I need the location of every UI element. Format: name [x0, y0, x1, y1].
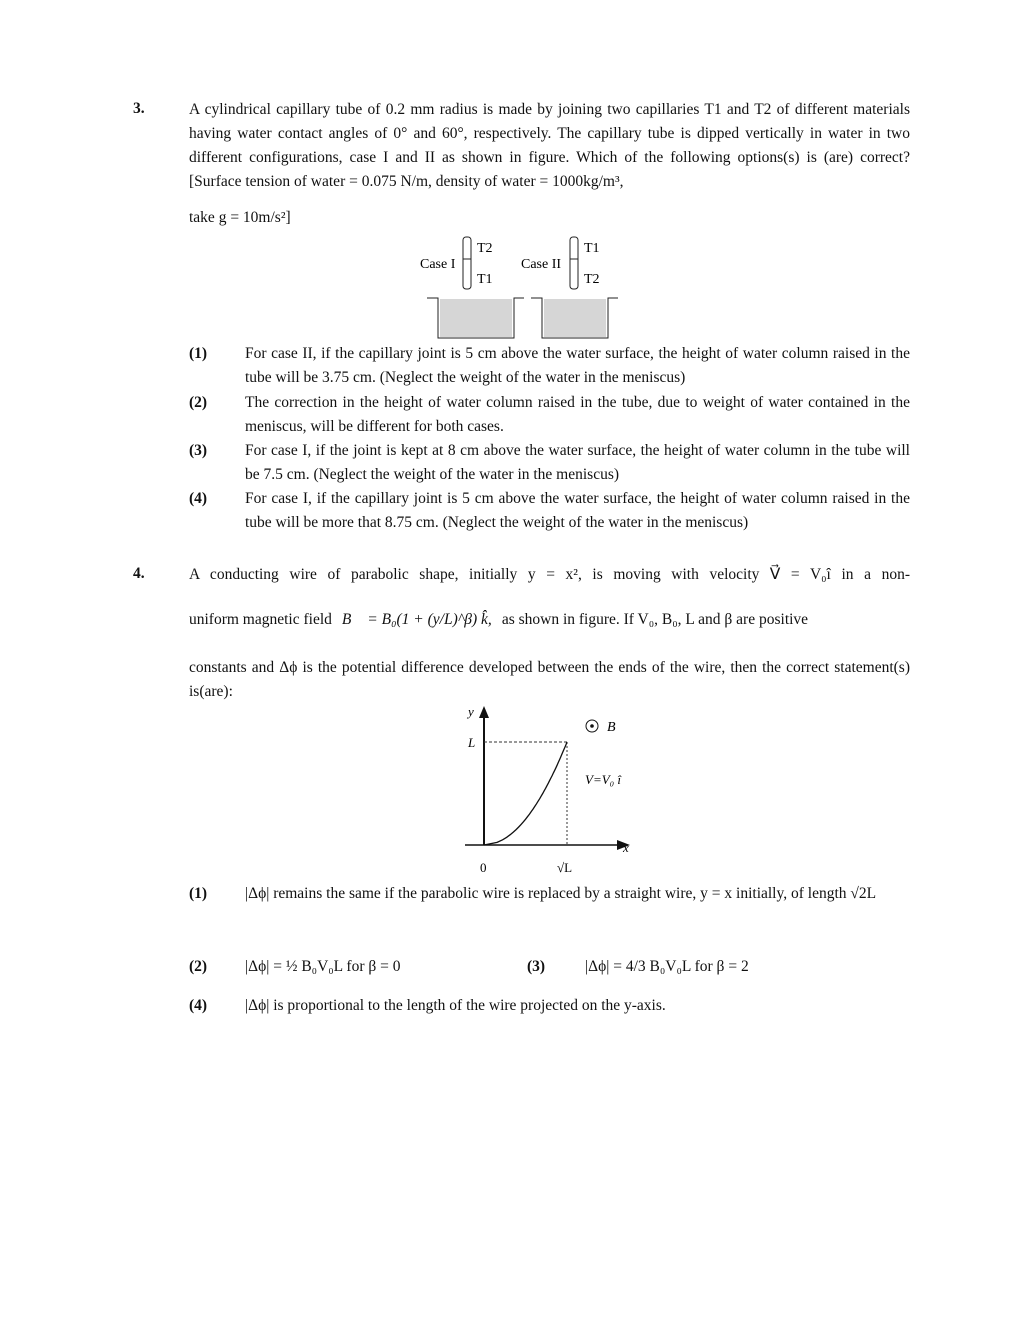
option-3: (3) For case I, if the joint is kept at 8 cm above the water surface, the height of water column in the tube will be 7.5 cm. (Neglect the weight of the water in the meniscus)	[189, 442, 910, 483]
t2-label: T2	[584, 272, 600, 287]
option-2: (2) The correction in the height of water column raised in the tube, due to weight of water contained in the meniscus, will be different for both cases.	[189, 394, 910, 435]
sqrt-l-tick-label: √L	[557, 860, 573, 875]
option-1: (1) For case II, if the capillary joint is 5 cm above the water surface, the height of water column raised in the tube will be 3.75 cm. (Neglect the weight of the water in the meniscus)	[189, 345, 910, 386]
water-icon	[544, 299, 606, 337]
option-1: (1) |Δϕ| remains the same if the parabolic wire is replaced by a straight wire, y = x initially, of length √2L	[189, 885, 877, 902]
l-tick-label: L	[468, 735, 476, 750]
case2-label: Case II	[521, 257, 562, 272]
b-label: B	[607, 720, 616, 735]
question-line: A conducting wire of parabolic shape, initially y = x², is moving with velocity V⃗ = V₀î in a non-	[189, 566, 910, 583]
option-2: (2) |Δϕ| = ½ B₀V₀L for β = 0	[189, 958, 401, 975]
option-3: (3) |Δϕ| = 4/3 B₀V₀L for β = 2	[527, 958, 749, 975]
question-number: 3.	[133, 100, 145, 117]
question-number: 4.	[133, 565, 145, 582]
x-axis-label: x	[623, 840, 629, 855]
parabola-figure	[455, 700, 645, 880]
question-line: uniform magnetic field B⃗ = B₀(1 + (y/L)^β) k̂, as shown in figure. If V₀, B₀, L and β are positive	[189, 608, 910, 632]
t1-label: T1	[584, 241, 600, 256]
option-4: (4) For case I, if the capillary joint is 5 cm above the water surface, the height of water column raised in the tube will be more that 8.75 cm. (Neglect the weight of the water in the meniscus)	[189, 490, 910, 531]
question-line: constants and Δϕ is the potential difference developed between the ends of the wire, then the correct statement(s) is(are):	[189, 659, 910, 700]
t2-label: T2	[477, 241, 493, 256]
option-4: (4) |Δϕ| is proportional to the length of the wire projected on the y-axis.	[189, 997, 666, 1014]
water-icon	[440, 299, 512, 337]
capillary-figure	[410, 230, 630, 340]
parabola-wire	[484, 742, 567, 845]
question-stem-end: take g = 10m/s²]	[189, 209, 291, 226]
origin-label: 0	[480, 860, 487, 875]
question-stem: A cylindrical capillary tube of 0.2 mm radius is made by joining two capillaries T1 and T2 of different materials having water contact angles of 0° and 60°, respectively. The capillary tube is dipped vertically in water in two different configurations, case I and II as shown in figure. Which of the following options(s) is (are) correct? [Surface tension of water = 0.075 N/m, density of water = 1000kg/m³,	[189, 101, 910, 190]
magnetic-field-equation: B⃗ = B₀(1 + (y/L)^β) k̂,	[341, 611, 492, 628]
t1-label: T1	[477, 272, 493, 287]
case1-label: Case I	[420, 257, 456, 272]
y-axis-label: y	[468, 704, 474, 719]
velocity-label: V=V₀ î	[585, 772, 622, 787]
